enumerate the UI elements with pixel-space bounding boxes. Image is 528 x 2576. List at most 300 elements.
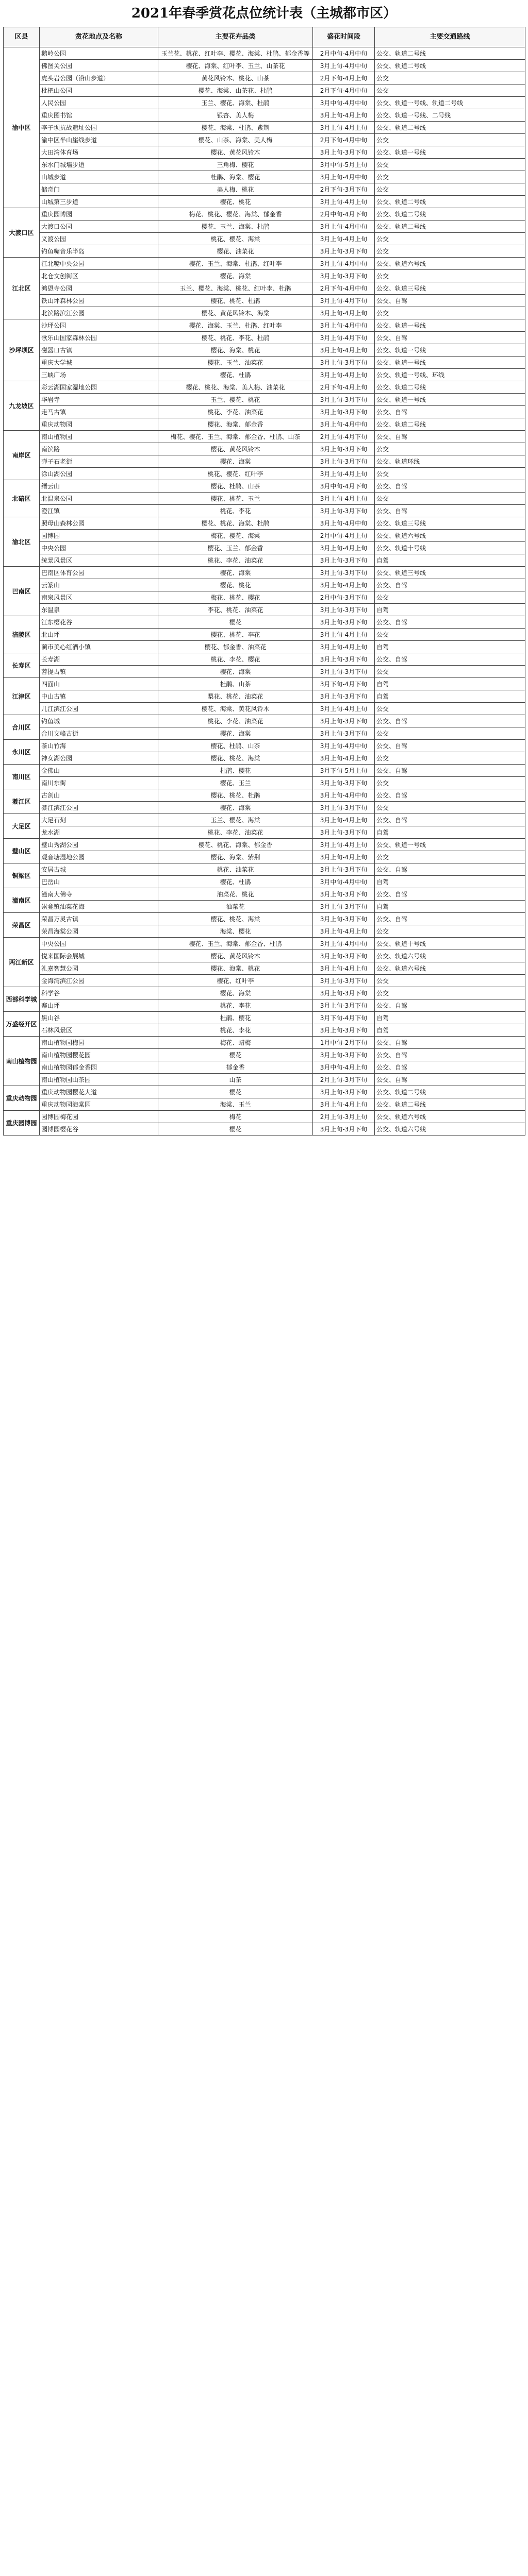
cell-flowers: 樱花、海棠、桃花 (158, 344, 313, 357)
table-row (4, 406, 525, 418)
header-traffic: 主要交通路线 (375, 27, 525, 47)
cell-traffic: 公交 (375, 72, 525, 84)
cell-traffic: 公交、轨道一号线 (375, 357, 525, 369)
cell-traffic: 公交、轨道二号线 (375, 196, 525, 208)
cell-site: 磁器口古镇 (40, 344, 158, 357)
cell-site: 北温泉公园 (40, 493, 158, 505)
cell-site: 南山植物园郁金香园 (40, 1061, 158, 1074)
cell-time: 3月上旬-3月下旬 (313, 715, 375, 727)
cell-time: 3月上旬-4月上旬 (313, 752, 375, 765)
cell-site: 南泉风景区 (40, 591, 158, 604)
cell-time: 3月上旬-4月中旬 (313, 418, 375, 431)
cell-traffic: 公交、轨道一号线、轨道二号线 (375, 97, 525, 109)
table-row (4, 975, 525, 987)
table-row (4, 1123, 525, 1136)
table-row (4, 715, 525, 727)
cell-district: 涪陵区 (4, 616, 40, 653)
cell-time: 3月上旬-3月下旬 (313, 455, 375, 468)
cell-district: 西部科学城 (4, 987, 40, 1012)
cell-site: 虎头岩公园（沿山步道） (40, 72, 158, 84)
cell-time: 3月上旬-4月中旬 (313, 740, 375, 752)
cell-traffic: 公交、轨道一号线 (375, 344, 525, 357)
table-row (4, 295, 525, 307)
cell-traffic: 公交 (375, 159, 525, 171)
cell-site: 观音塘湿地公园 (40, 851, 158, 863)
cell-time: 3月中旬-4月上旬 (313, 1061, 375, 1074)
cell-traffic: 公交、轨道六号线 (375, 1123, 525, 1136)
cell-traffic: 公交、自驾 (375, 1074, 525, 1086)
cell-district: 南岸区 (4, 431, 40, 480)
cell-site: 南山植物园樱花园 (40, 1049, 158, 1061)
cell-district: 巴南区 (4, 567, 40, 616)
cell-site: 澄江镇 (40, 505, 158, 517)
cell-traffic: 自驾 (375, 1024, 525, 1037)
table-row (4, 616, 525, 629)
cell-site: 荣昌万灵古镇 (40, 913, 158, 925)
cell-site: 弹子石老街 (40, 455, 158, 468)
cell-traffic: 公交、轨道六号线 (375, 962, 525, 975)
cell-flowers: 油菜花 (158, 901, 313, 913)
cell-traffic: 公交、自驾 (375, 332, 525, 344)
cell-flowers: 樱花、桃花、杜鹃 (158, 295, 313, 307)
cell-time: 2月下旬-4月上旬 (313, 72, 375, 84)
cell-site: 重庆动物园海棠园 (40, 1098, 158, 1111)
cell-flowers: 桃花、樱花、红叶李 (158, 468, 313, 480)
cell-time: 3月上旬-3月下旬 (313, 666, 375, 678)
table-row (4, 97, 525, 109)
cell-time: 2月下旬-3月下旬 (313, 183, 375, 196)
cell-time: 3月上旬-4月上旬 (313, 122, 375, 134)
page-title: 2021年春季赏花点位统计表（主城都市区） (131, 6, 397, 21)
cell-flowers: 樱花、玉兰、郁金香 (158, 542, 313, 554)
cell-flowers: 樱花、杜鹃 (158, 369, 313, 381)
cell-site: 园博园 (40, 530, 158, 542)
cell-district: 渝中区 (4, 47, 40, 208)
cell-flowers: 樱花、桃花、李花 (158, 629, 313, 641)
cell-site: 悦来国际会展城 (40, 950, 158, 962)
cell-flowers: 玉兰花、桃花、红叶李、樱花、海棠、杜鹃、郁金香等 (158, 47, 313, 60)
cell-flowers: 樱花、桃花、海棠 (158, 913, 313, 925)
cell-site: 菩提古镇 (40, 666, 158, 678)
cell-flowers: 桃花、李花 (158, 1024, 313, 1037)
cell-traffic: 自驾 (375, 901, 525, 913)
table-row (4, 591, 525, 604)
cell-time: 2月中旬-3月下旬 (313, 591, 375, 604)
cell-site: 合川文峰古街 (40, 727, 158, 740)
cell-flowers: 樱花、玉兰 (158, 777, 313, 789)
table-row (4, 851, 525, 863)
cell-district: 长寿区 (4, 653, 40, 678)
cell-district: 潼南区 (4, 888, 40, 913)
cell-traffic: 公交 (375, 84, 525, 97)
cell-flowers: 桃花、李花、油菜花 (158, 554, 313, 567)
cell-time: 2月上旬-3月下旬 (313, 1074, 375, 1086)
cell-flowers: 樱花、桃花 (158, 196, 313, 208)
table-row (4, 666, 525, 678)
cell-site: 大足石刻 (40, 814, 158, 826)
header-district: 区县 (4, 27, 40, 47)
cell-flowers: 黄花风铃木、桃花、山茶 (158, 72, 313, 84)
table-row (4, 245, 525, 258)
cell-flowers: 樱花、海棠、山茶花、杜鹃 (158, 84, 313, 97)
cell-time: 3月上旬-4月上旬 (313, 814, 375, 826)
table-row (4, 307, 525, 319)
cell-traffic: 公交、轨道二号线 (375, 47, 525, 60)
cell-time: 2月下旬-4月上旬 (313, 381, 375, 394)
cell-site: 钓鱼城 (40, 715, 158, 727)
cell-time: 3月上旬-4月上旬 (313, 196, 375, 208)
cell-traffic: 公交、轨道二号线 (375, 381, 525, 394)
cell-site: 重庆动物园 (40, 418, 158, 431)
table-row (4, 1024, 525, 1037)
cell-traffic: 公交、轨道十号线 (375, 542, 525, 554)
cell-time: 3月上旬-3月下旬 (313, 1086, 375, 1098)
cell-time: 3月上旬-3月下旬 (313, 1049, 375, 1061)
cell-time: 3月中旬-4月下旬 (313, 480, 375, 493)
cell-site: 璧山秀湖公园 (40, 839, 158, 851)
table-row (4, 468, 525, 480)
cell-time: 3月中旬-4月中旬 (313, 876, 375, 888)
cell-site: 黑山谷 (40, 1012, 158, 1024)
cell-traffic: 公交、自驾 (375, 406, 525, 418)
table-row (4, 863, 525, 876)
cell-traffic: 公交 (375, 802, 525, 814)
cell-time: 3月上旬-4月下旬 (313, 295, 375, 307)
table-row (4, 727, 525, 740)
cell-traffic: 自驾 (375, 690, 525, 703)
cell-flowers: 杜鹃、海棠、樱花 (158, 171, 313, 183)
cell-traffic: 公交 (375, 752, 525, 765)
cell-flowers: 樱花、黄花风铃木 (158, 146, 313, 159)
cell-time: 3月上旬-3月下旬 (313, 901, 375, 913)
cell-traffic: 公交、自驾 (375, 616, 525, 629)
cell-time: 3月上旬-3月下旬 (313, 1024, 375, 1037)
cell-time: 3月上旬-4月上旬 (313, 468, 375, 480)
cell-traffic: 公交 (375, 307, 525, 319)
table-row (4, 876, 525, 888)
cell-site: 东水门城墙步道 (40, 159, 158, 171)
cell-time: 3月上旬-4月下旬 (313, 332, 375, 344)
cell-site: 照母山森林公园 (40, 517, 158, 530)
table-row (4, 1086, 525, 1098)
cell-flowers: 山茶 (158, 1074, 313, 1086)
cell-traffic: 公交、轨道一号线 (375, 839, 525, 851)
table-row (4, 1049, 525, 1061)
table-row (4, 258, 525, 270)
cell-traffic: 公交、自驾 (375, 1049, 525, 1061)
cell-flowers: 樱花、玉兰、油菜花 (158, 357, 313, 369)
cell-site: 礼嘉智慧公园 (40, 962, 158, 975)
cell-traffic: 公交、轨道环线 (375, 455, 525, 468)
cell-flowers: 樱花、杜鹃、山茶 (158, 740, 313, 752)
table-row (4, 1074, 525, 1086)
cell-flowers: 李花、桃花、油菜花 (158, 604, 313, 616)
cell-site: 李子坝抗战遗址公园 (40, 122, 158, 134)
cell-traffic: 公交、自驾 (375, 505, 525, 517)
cell-traffic: 公交、轨道二号线 (375, 122, 525, 134)
table-body (4, 47, 525, 1136)
cell-flowers: 玉兰、樱花、海棠 (158, 814, 313, 826)
cell-site: 巴岳山 (40, 876, 158, 888)
table-row (4, 183, 525, 196)
cell-time: 3月上旬-4月中旬 (313, 258, 375, 270)
table-row (4, 418, 525, 431)
table-row (4, 814, 525, 826)
cell-district: 沙坪坝区 (4, 319, 40, 381)
cell-time: 3月上旬-3月下旬 (313, 690, 375, 703)
cell-traffic: 公交、自驾 (375, 999, 525, 1012)
table-row (4, 530, 525, 542)
cell-traffic: 公交、轨道二号线 (375, 208, 525, 221)
cell-district: 璧山区 (4, 839, 40, 863)
cell-flowers: 桃花、李花、油菜花 (158, 826, 313, 839)
cell-site: 南滨路 (40, 443, 158, 455)
table-row (4, 938, 525, 950)
cell-site: 寨山坪 (40, 999, 158, 1012)
cell-flowers: 樱花、桃花、海棠 (158, 752, 313, 765)
table-row (4, 60, 525, 72)
cell-flowers: 樱花、海棠 (158, 270, 313, 282)
table-row (4, 567, 525, 579)
cell-traffic: 公交、轨道六号线 (375, 530, 525, 542)
cell-site: 山城第三步道 (40, 196, 158, 208)
table-row (4, 913, 525, 925)
cell-flowers: 樱花、杜鹃 (158, 876, 313, 888)
cell-flowers: 樱花、玉兰、海棠、杜鹃 (158, 221, 313, 233)
cell-flowers: 樱花、海棠 (158, 455, 313, 468)
cell-time: 3月上旬-4月中旬 (313, 171, 375, 183)
cell-time: 3月中旬-4月中旬 (313, 97, 375, 109)
cell-site: 枇杷山公园 (40, 84, 158, 97)
cell-time: 3月上旬-3月下旬 (313, 554, 375, 567)
cell-flowers: 樱花、黄花风铃木、海棠 (158, 307, 313, 319)
cell-site: 钓鱼嘴音乐半岛 (40, 245, 158, 258)
cell-flowers: 樱花、玉兰、海棠、郁金香、杜鹃 (158, 938, 313, 950)
cell-time: 3月上旬-3月下旬 (313, 604, 375, 616)
cell-site: 南山植物园梅园 (40, 1037, 158, 1049)
cell-traffic: 公交 (375, 925, 525, 938)
cell-time: 3月上旬-4月中旬 (313, 789, 375, 802)
cell-site: 重庆园博园 (40, 208, 158, 221)
table-row (4, 493, 525, 505)
cell-time: 3月上旬-3月下旬 (313, 653, 375, 666)
cell-traffic: 公交 (375, 777, 525, 789)
cell-time: 3月上旬-3月下旬 (313, 727, 375, 740)
cell-site: 缙云山 (40, 480, 158, 493)
cell-traffic: 公交、轨道一号线、环线 (375, 369, 525, 381)
cell-district: 九龙坡区 (4, 381, 40, 431)
cell-time: 3月上旬-3月下旬 (313, 505, 375, 517)
cell-time: 3月上旬-3月下旬 (313, 888, 375, 901)
cell-site: 鸿恩寺公园 (40, 282, 158, 295)
table-row (4, 542, 525, 554)
cell-flowers: 玉兰、樱花、海棠、杜鹃 (158, 97, 313, 109)
cell-traffic: 自驾 (375, 876, 525, 888)
cell-flowers: 玉兰、樱花、海棠、桃花、红叶李、杜鹃 (158, 282, 313, 295)
cell-site: 重庆动物园樱花大道 (40, 1086, 158, 1098)
table-row (4, 826, 525, 839)
table-row (4, 888, 525, 901)
cell-flowers: 桃花、李花、油菜花 (158, 406, 313, 418)
cell-site: 南山植物园 (40, 431, 158, 443)
cell-time: 3月上旬-3月下旬 (313, 863, 375, 876)
cell-traffic: 公交 (375, 183, 525, 196)
cell-flowers: 樱花、黄花风铃木 (158, 443, 313, 455)
cell-flowers: 杜鹃、山茶 (158, 678, 313, 690)
cell-traffic: 公交 (375, 629, 525, 641)
cell-time: 3月下旬-5月上旬 (313, 765, 375, 777)
cell-traffic: 公交、自驾 (375, 715, 525, 727)
table-row (4, 146, 525, 159)
cell-traffic: 公交、自驾 (375, 1037, 525, 1049)
cell-time: 3月上旬-4月上旬 (313, 233, 375, 245)
cell-time: 3月上旬-3月下旬 (313, 913, 375, 925)
cell-time: 3月上旬-3月下旬 (313, 245, 375, 258)
cell-flowers: 樱花 (158, 1086, 313, 1098)
cell-site: 南山植物园山茶园 (40, 1074, 158, 1086)
cell-traffic: 公交、自驾 (375, 765, 525, 777)
cell-site: 歌乐山国家森林公园 (40, 332, 158, 344)
cell-traffic: 自驾 (375, 678, 525, 690)
cell-district: 合川区 (4, 715, 40, 740)
cell-time: 3月上旬-4月上旬 (313, 369, 375, 381)
table-row (4, 690, 525, 703)
cell-site: 中央公园 (40, 938, 158, 950)
cell-flowers: 银杏、美人梅 (158, 109, 313, 122)
cell-time: 3月上旬-4月上旬 (313, 109, 375, 122)
cell-site: 金海湾滨江公园 (40, 975, 158, 987)
table-row (4, 554, 525, 567)
cell-flowers: 梨花、桃花、油菜花 (158, 690, 313, 703)
table-row (4, 653, 525, 666)
cell-district: 江北区 (4, 258, 40, 319)
cell-traffic: 公交、自驾 (375, 579, 525, 591)
cell-traffic: 公交、轨道六号线 (375, 950, 525, 962)
cell-flowers: 桃花、樱花、海棠 (158, 233, 313, 245)
cell-district: 大足区 (4, 814, 40, 839)
cell-flowers: 樱花 (158, 1049, 313, 1061)
cell-flowers: 桃花、油菜花 (158, 863, 313, 876)
cell-site: 铁山坪森林公园 (40, 295, 158, 307)
cell-flowers: 樱花、海棠 (158, 802, 313, 814)
cell-site: 崇龛镇油菜花海 (40, 901, 158, 913)
cell-site: 四面山 (40, 678, 158, 690)
cell-traffic: 公交、轨道一号线 (375, 394, 525, 406)
cell-flowers: 杜鹃、樱花 (158, 765, 313, 777)
cell-district: 北碚区 (4, 480, 40, 517)
table-row (4, 344, 525, 357)
cell-traffic: 公交 (375, 591, 525, 604)
cell-flowers: 樱花、桃花、杜鹃 (158, 789, 313, 802)
table-row (4, 357, 525, 369)
cell-flowers: 樱花 (158, 1123, 313, 1136)
table-row (4, 394, 525, 406)
table-row (4, 1037, 525, 1049)
cell-time: 3月上旬-3月下旬 (313, 394, 375, 406)
cell-flowers: 樱花、海棠 (158, 666, 313, 678)
cell-time: 2月上旬-4月下旬 (313, 431, 375, 443)
cell-traffic: 公交、轨道三号线 (375, 567, 525, 579)
cell-traffic: 自驾 (375, 826, 525, 839)
table-row (4, 47, 525, 60)
cell-time: 3月上旬-3月下旬 (313, 616, 375, 629)
cell-flowers: 梅花、蜡梅 (158, 1037, 313, 1049)
cell-district: 铜梁区 (4, 863, 40, 888)
table-row (4, 233, 525, 245)
cell-time: 3月下旬-4月下旬 (313, 1012, 375, 1024)
cell-time: 3月上旬-4月上旬 (313, 629, 375, 641)
cell-time: 2月下旬-4月中旬 (313, 282, 375, 295)
cell-traffic: 自驾 (375, 641, 525, 653)
cell-site: 南川东街 (40, 777, 158, 789)
cell-flowers: 樱花、海棠、杜鹃、紫荆 (158, 122, 313, 134)
cell-site: 江北嘴中央公园 (40, 258, 158, 270)
table-row (4, 1111, 525, 1123)
cell-traffic: 公交、轨道一号线、二号线 (375, 109, 525, 122)
table-row (4, 517, 525, 530)
cell-time: 3月上旬-4月上旬 (313, 641, 375, 653)
cell-traffic: 公交、轨道三号线 (375, 282, 525, 295)
cell-time: 2月中旬-4月中旬 (313, 47, 375, 60)
cell-site: 金佛山 (40, 765, 158, 777)
table-row (4, 962, 525, 975)
header-time: 盛花时间段 (313, 27, 375, 47)
table-row (4, 84, 525, 97)
cell-time: 3月上旬-3月下旬 (313, 146, 375, 159)
table-row (4, 270, 525, 282)
cell-traffic: 公交 (375, 666, 525, 678)
table-row (4, 109, 525, 122)
cell-flowers: 三角梅、樱花 (158, 159, 313, 171)
cell-site: 茶山竹海 (40, 740, 158, 752)
table-row (4, 629, 525, 641)
cell-site: 义渡公园 (40, 233, 158, 245)
cell-time: 3月上旬-4月上旬 (313, 542, 375, 554)
table-row (4, 802, 525, 814)
cell-site: 沙坪公园 (40, 319, 158, 332)
cell-time: 3月上旬-4月上旬 (313, 344, 375, 357)
cell-traffic: 公交、自驾 (375, 863, 525, 876)
cell-flowers: 梅花 (158, 1111, 313, 1123)
cell-flowers: 樱花、海棠 (158, 727, 313, 740)
cell-time: 3月上旬-4月上旬 (313, 851, 375, 863)
cell-flowers: 樱花、桃花 (158, 579, 313, 591)
cell-site: 渝中区半山崖线步道 (40, 134, 158, 146)
cell-flowers: 樱花、山茶、海棠、美人梅 (158, 134, 313, 146)
cell-time: 3月上旬-4月上旬 (313, 925, 375, 938)
cell-site: 荣昌海棠公园 (40, 925, 158, 938)
cell-district: 重庆动物园 (4, 1086, 40, 1111)
cell-traffic: 公交 (375, 468, 525, 480)
cell-flowers: 樱花 (158, 616, 313, 629)
cell-flowers: 梅花、樱花、玉兰、海棠、郁金香、杜鹃、山茶 (158, 431, 313, 443)
table-row (4, 789, 525, 802)
table-row (4, 282, 525, 295)
table-row (4, 740, 525, 752)
cell-flowers: 梅花、桃花、樱花、海棠、郁金香 (158, 208, 313, 221)
cell-site: 彩云湖国家湿地公园 (40, 381, 158, 394)
cell-district: 南山植物园 (4, 1037, 40, 1086)
cell-traffic: 公交、自驾 (375, 740, 525, 752)
cell-flowers: 樱花、郁金香、油菜花 (158, 641, 313, 653)
cell-site: 大渡口公园 (40, 221, 158, 233)
cell-time: 3月上旬-3月下旬 (313, 567, 375, 579)
cell-traffic: 公交、自驾 (375, 480, 525, 493)
cell-time: 2月下旬-4月中旬 (313, 84, 375, 97)
cell-time: 3月上旬-3月下旬 (313, 802, 375, 814)
cell-site: 蔺市美心红酒小镇 (40, 641, 158, 653)
cell-district: 渝北区 (4, 517, 40, 567)
